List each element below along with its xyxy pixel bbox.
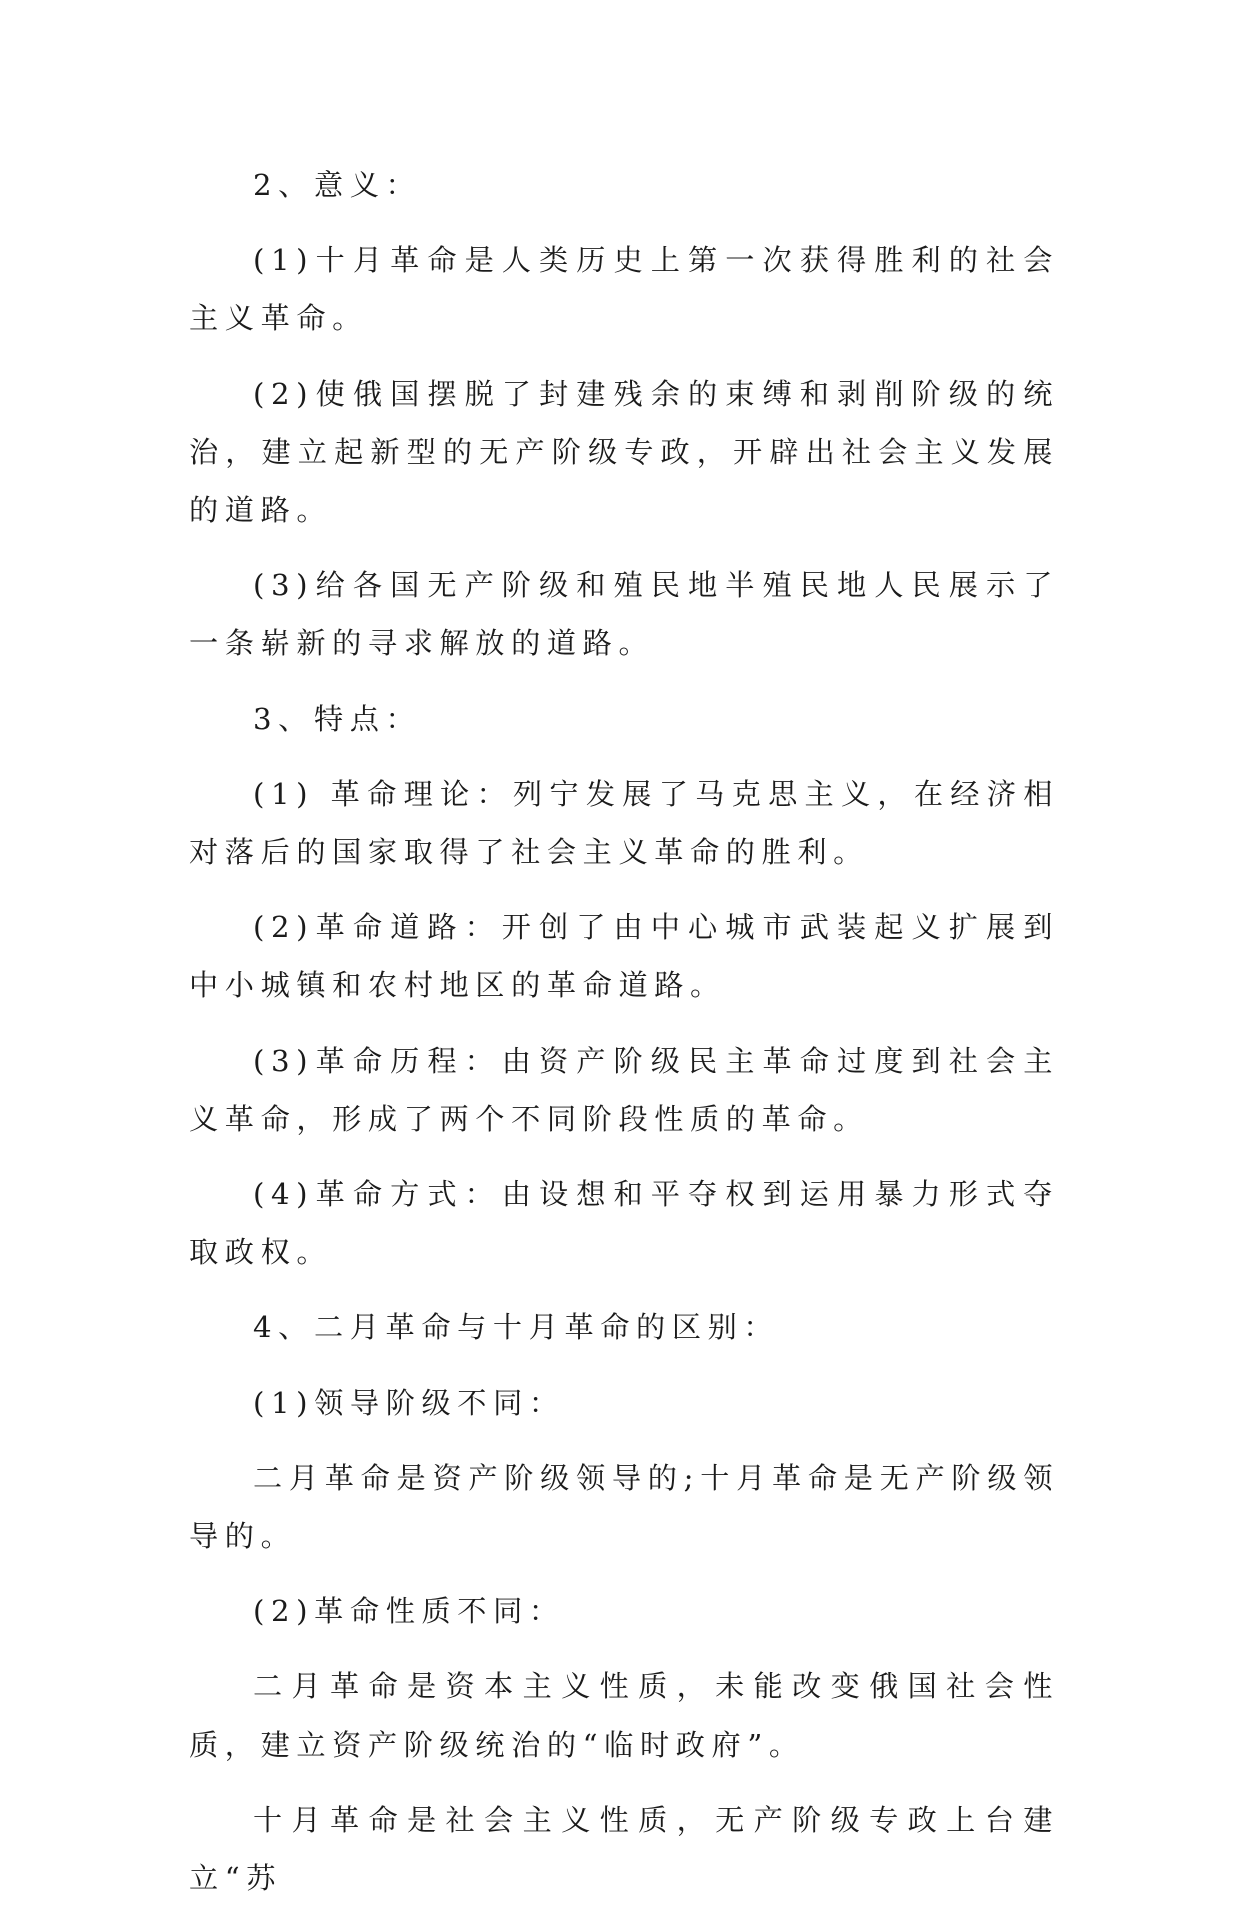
feature-point-4: (4)革命方式：由设想和平夺权到运用暴力形式夺取政权。 [189, 1177, 1059, 1270]
difference-subheading-1: (1)领导阶级不同： [253, 1385, 565, 1420]
feature-point-2: (2)革命道路：开创了由中心城市武装起义扩展到中小城镇和农村地区的革命道路。 [189, 910, 1059, 1003]
section-heading-significance: 2、意义： [253, 168, 422, 202]
difference-text-1: 二月革命是资产阶级领导的;十月革命是无产阶级领导的。 [189, 1460, 1059, 1554]
document-body [189, 156, 1059, 1924]
feature-point-3: (3)革命历程：由资产阶级民主革命过度到社会主义革命，形成了两个不同阶段性质的革命。 [189, 1043, 1059, 1136]
difference-text-2a: 二月革命是资本主义性质，未能改变俄国社会性质，建立资产阶级统治的“临时政府”。 [189, 1669, 1059, 1762]
difference-subheading-2: (2)革命性质不同： [253, 1594, 565, 1629]
significance-point-3: (3)给各国无产阶级和殖民地半殖民地人民展示了一条崭新的寻求解放的道路。 [189, 568, 1059, 661]
feature-point-1: (1) 革命理论：列宁发展了马克思主义，在经济相对落后的国家取得了社会主义革命的胜利。 [189, 776, 1059, 870]
section-heading-features: 3、特点： [253, 701, 422, 736]
significance-point-1: (1)十月革命是人类历史上第一次获得胜利的社会主义革命。 [189, 243, 1059, 336]
difference-text-2b: 十月革命是社会主义性质，无产阶级专政上台建立“苏 [189, 1802, 1059, 1896]
section-heading-differences: 4、二月革命与十月革命的区别： [253, 1310, 780, 1345]
significance-point-2: (2)使俄国摆脱了封建残余的束缚和剥削阶级的统治，建立起新型的无产阶级专政，开辟出社会主义发展的道路。 [189, 376, 1059, 528]
